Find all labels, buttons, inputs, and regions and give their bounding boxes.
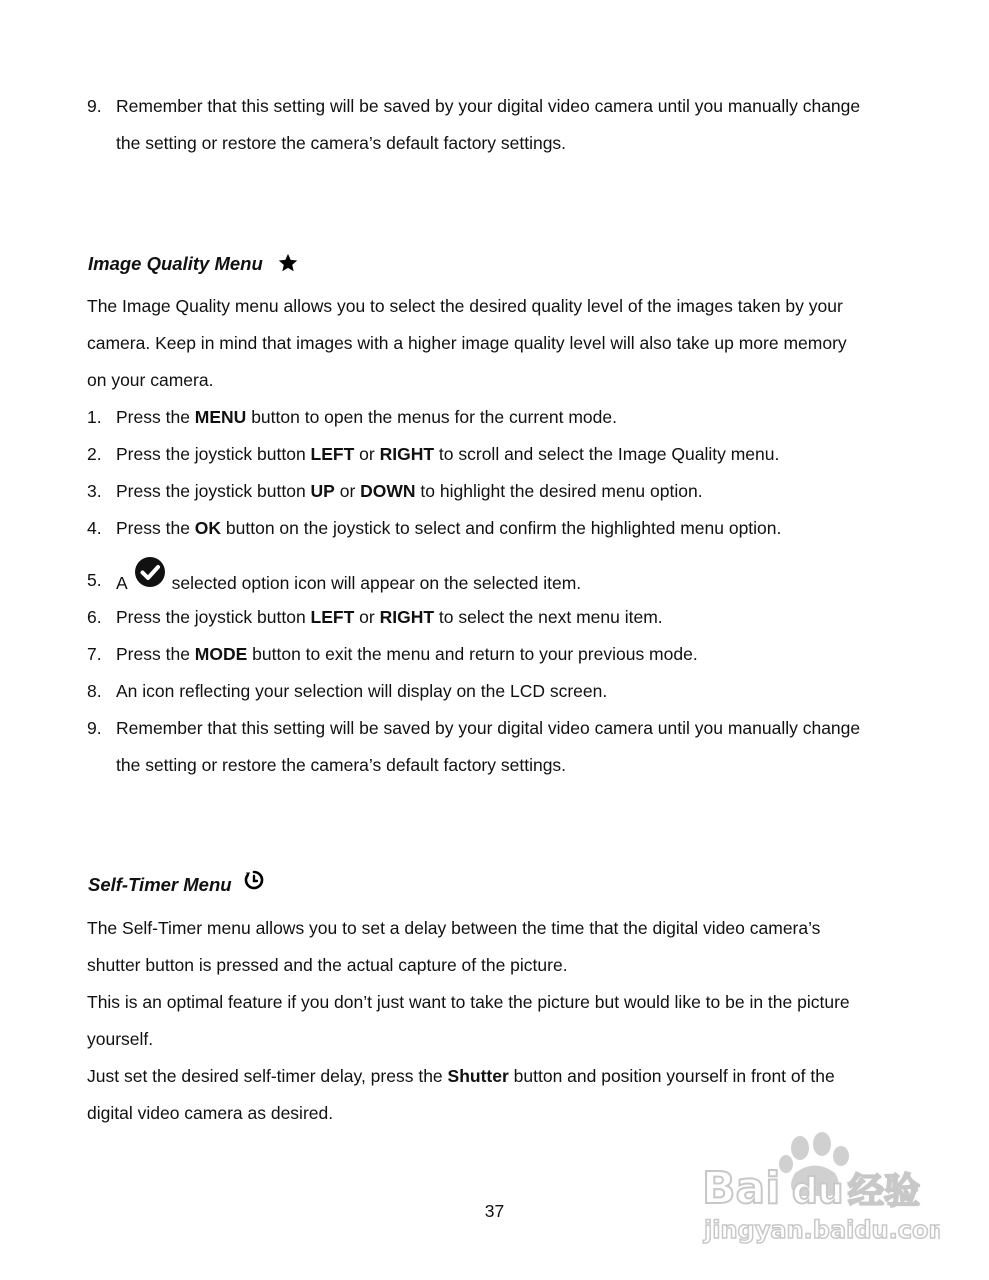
item-number: 6. (87, 607, 102, 627)
item-number: 3. (87, 481, 102, 501)
self-timer-body (87, 910, 917, 1132)
item-number: 2. (87, 444, 102, 464)
body-line: yourself. (87, 1029, 154, 1049)
svg-text:jingyan.baidu.com: jingyan.baidu.com (704, 1216, 940, 1244)
list-item (87, 473, 927, 510)
intro-line: The Image Quality menu allows you to select the desired quality level of the images taken by your (87, 296, 843, 316)
list-item (87, 710, 927, 784)
body-line: This is an optimal feature if you don’t just want to take the picture but would like to be in the picture (87, 992, 850, 1012)
section-heading-image-quality (88, 252, 299, 280)
item-text: Press the joystick button UP or DOWN to highlight the desired menu option. (116, 481, 703, 501)
item-number: 7. (87, 644, 102, 664)
item-number: 4. (87, 518, 102, 538)
self-timer-icon (242, 868, 266, 898)
list-item (87, 88, 927, 162)
item-text-line1: Remember that this setting will be saved by your digital video camera until you manually change (116, 96, 861, 116)
item-text: Press the joystick button LEFT or RIGHT to scroll and select the Image Quality menu. (116, 444, 780, 464)
item-text: An icon reflecting your selection will display on the LCD screen. (116, 681, 608, 701)
list-item (87, 673, 927, 710)
item-text-line1: Remember that this setting will be saved by your digital video camera until you manually change (116, 718, 861, 738)
page-number: 37 (484, 1201, 505, 1221)
body-line: Just set the desired self-timer delay, press the Shutter button and position yourself in front of the (87, 1066, 835, 1086)
svg-text:经验: 经验 (848, 1171, 921, 1212)
intro-line: on your camera. (87, 370, 214, 390)
image-quality-title: Image Quality Menu (88, 253, 263, 274)
section-heading-self-timer (88, 873, 266, 898)
item-text-line2: the setting or restore the camera’s default factory settings. (116, 755, 567, 775)
item-text: Press the joystick button LEFT or RIGHT to select the next menu item. (116, 607, 663, 627)
list-item (87, 510, 927, 547)
item-number: 9. (87, 718, 102, 738)
item-text: Press the OK button on the joystick to select and confirm the highlighted menu option. (116, 518, 782, 538)
baidu-watermark (700, 1128, 940, 1248)
list-item (87, 599, 927, 636)
item-text-line2: the setting or restore the camera’s default factory settings. (116, 133, 567, 153)
self-timer-title: Self-Timer Menu (88, 874, 232, 895)
body-line: The Self-Timer menu allows you to set a delay between the time that the digital video camera’s (87, 918, 821, 938)
body-line: shutter button is pressed and the actual capture of the picture. (87, 955, 568, 975)
item-text: A selected option icon will appear on the selected item. (116, 562, 927, 607)
check-circle-icon (134, 556, 166, 601)
item-number: 8. (87, 681, 102, 701)
svg-text:Bai: Bai (702, 1163, 781, 1214)
body-line: digital video camera as desired. (87, 1103, 334, 1123)
item-number: 1. (87, 407, 102, 427)
star-icon (277, 252, 299, 280)
list-item (87, 636, 927, 673)
list-item (87, 399, 927, 436)
item-number: 5. (87, 570, 102, 590)
list-item (87, 436, 927, 473)
svg-text:du: du (792, 1171, 844, 1212)
image-quality-intro (87, 288, 917, 399)
item-text: Press the MENU button to open the menus for the current mode. (116, 407, 617, 427)
item-number: 9. (87, 96, 102, 116)
intro-line: camera. Keep in mind that images with a higher image quality level will also take up more memory (87, 333, 847, 353)
item-text: Press the MODE button to exit the menu and return to your previous mode. (116, 644, 698, 664)
